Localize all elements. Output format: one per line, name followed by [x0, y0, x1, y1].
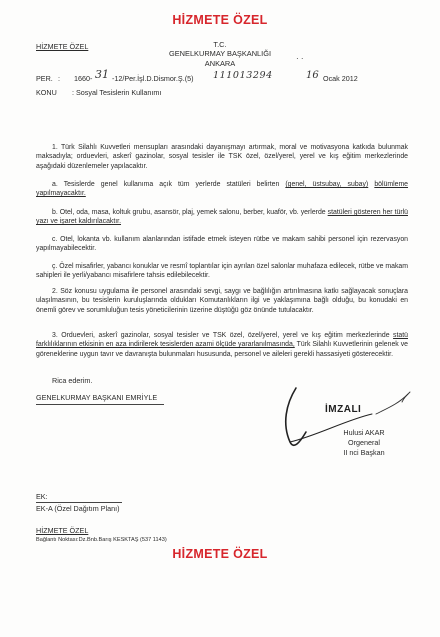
paragraph-3-start: 3. Orduevleri, askerî gazinolar, sosyal tesisler ve TSK özel, özel/yerel, yerel ve kış eğitim merkezlerinde	[52, 332, 394, 339]
paragraph-2: 2. Söz konusu uygulama ile personel arasındaki sevgi, saygı ve bağlılığın artırılmasına katkı sağlayacak sonuçlara ulaşılmasının, bu tesislerin kuruluşlarında oldukları Komutanlıkların ilgi ve yaklaşımına bağlı olduğu, bu konudaki en önemli görev ve sorumluluğun tesis yöneticilerinin üzerine düştüğü göz önünde tutulacaktır.	[36, 288, 408, 314]
footer-classification-mark: HİZMETE ÖZEL	[36, 526, 89, 535]
subject-label: KONU	[36, 88, 57, 97]
reference-colon: :	[58, 74, 60, 83]
paragraph-1a	[36, 180, 408, 199]
signatory-rank: Orgeneral	[348, 438, 380, 447]
scan-mark: · ·	[296, 54, 304, 63]
paragraph-1b	[36, 208, 408, 227]
paragraph-1a-underlined-end: bölümleme yapılmayacaktır.	[36, 181, 409, 198]
attachment-item: EK-A (Özel Dağıtım Planı)	[36, 504, 120, 513]
signatory-title: II nci Başkan	[343, 448, 385, 457]
date-day: 16	[306, 70, 319, 81]
paragraph-1b-start: b. Otel, oda, masa, koltuk grubu, asansör, plaj, yemek salonu, berber, kuaför, vb. yerlerde	[52, 209, 328, 216]
reference-line	[36, 68, 416, 88]
reference-handwritten-code: 111013294	[213, 70, 273, 81]
reference-prefix: 1660-	[74, 74, 93, 83]
attachment-rule	[36, 502, 122, 503]
signatory-name: Hulusi AKAR	[343, 428, 385, 437]
footer-contact: Bağlantı Noktası:Dz.Bnb.Barış KESKTAŞ (537 1143)	[36, 537, 167, 543]
reference-handwritten-no: 31	[95, 68, 109, 81]
signed-stamp: İMZALI	[325, 404, 362, 415]
letterhead-tc: T.C.	[213, 40, 227, 49]
order-line: GENELKURMAY BAŞKANI EMRİYLE	[36, 393, 158, 402]
paragraph-3-end: Türk Silahlı Kuvvetlerinin gelenek ve göreneklerine uygun tavır ve davranışta bulunmaları hususunda, personel ve aileleri gerekli hassasiyeti gösterecektir.	[36, 341, 408, 358]
paragraph-1c: c. Otel, lokanta vb. kullanım alanlarından istifade etmek isteyen rütbe ve makam sahibi personel için rezervasyon yapılmayabilecektir.	[36, 236, 408, 253]
letterhead-org: GENELKURMAY BAŞKANLIĞI	[169, 49, 271, 59]
closing-text: Rica ederim.	[52, 376, 93, 385]
paragraph-3-underlined: statü farklılıklarının etkisinin en aza indirilerek tesislerden azami ölçüde yararlanılmasında,	[36, 332, 408, 349]
classification-top: HİZMETE ÖZEL	[172, 13, 268, 27]
attachment-label: EK:	[36, 492, 48, 501]
paragraph-1b-underlined: statüleri gösteren her türlü yazı ve işaret kaldırılacaktır.	[36, 209, 408, 226]
subject-text: : Sosyal Tesislerin Kullanımı	[72, 88, 162, 97]
date-month-year: Ocak 2012	[323, 74, 358, 83]
order-line-rule	[36, 404, 164, 405]
reference-label: PER.	[36, 74, 53, 83]
classification-bottom: HİZMETE ÖZEL	[172, 547, 268, 561]
paragraph-1a-underlined-statuses: (genel, üstsubay, subay)	[285, 181, 369, 188]
letterhead-city: ANKARA	[204, 58, 236, 68]
paragraph-1a-start: a. Tesislerde genel kullanıma açık tüm yerlerde statüleri belirten	[52, 181, 286, 188]
classification-left-mark: HİZMETE ÖZEL	[36, 42, 89, 51]
signatory-block	[334, 428, 394, 458]
paragraph-3	[36, 331, 408, 359]
letterhead	[0, 40, 440, 68]
paragraph-1cc: ç. Özel misafirler, yabancı konuklar ve resmî toplantılar için ayrılan özel salonlar muhafaza edilecek, rütbe ve makam sahipleri ile yerli/yabancı misafirlere tahsis edilebilecektir.	[36, 263, 408, 280]
paragraph-1: 1. Türk Silahlı Kuvvetleri mensupları arasındaki dayanışmayı artırmak, moral ve motivasyona katkıda bulunmak maksadıyla; orduevleri, askerî gazinolar, sosyal tesisler ile TSK özel, özel/yerel, yerel ve kış eğitim merkezlerinde aşağıdaki düzenlemeler yapılacaktır.	[36, 144, 408, 170]
reference-middle: -12/Per.İşl.D.Dismor.Ş.(5)	[112, 74, 194, 83]
